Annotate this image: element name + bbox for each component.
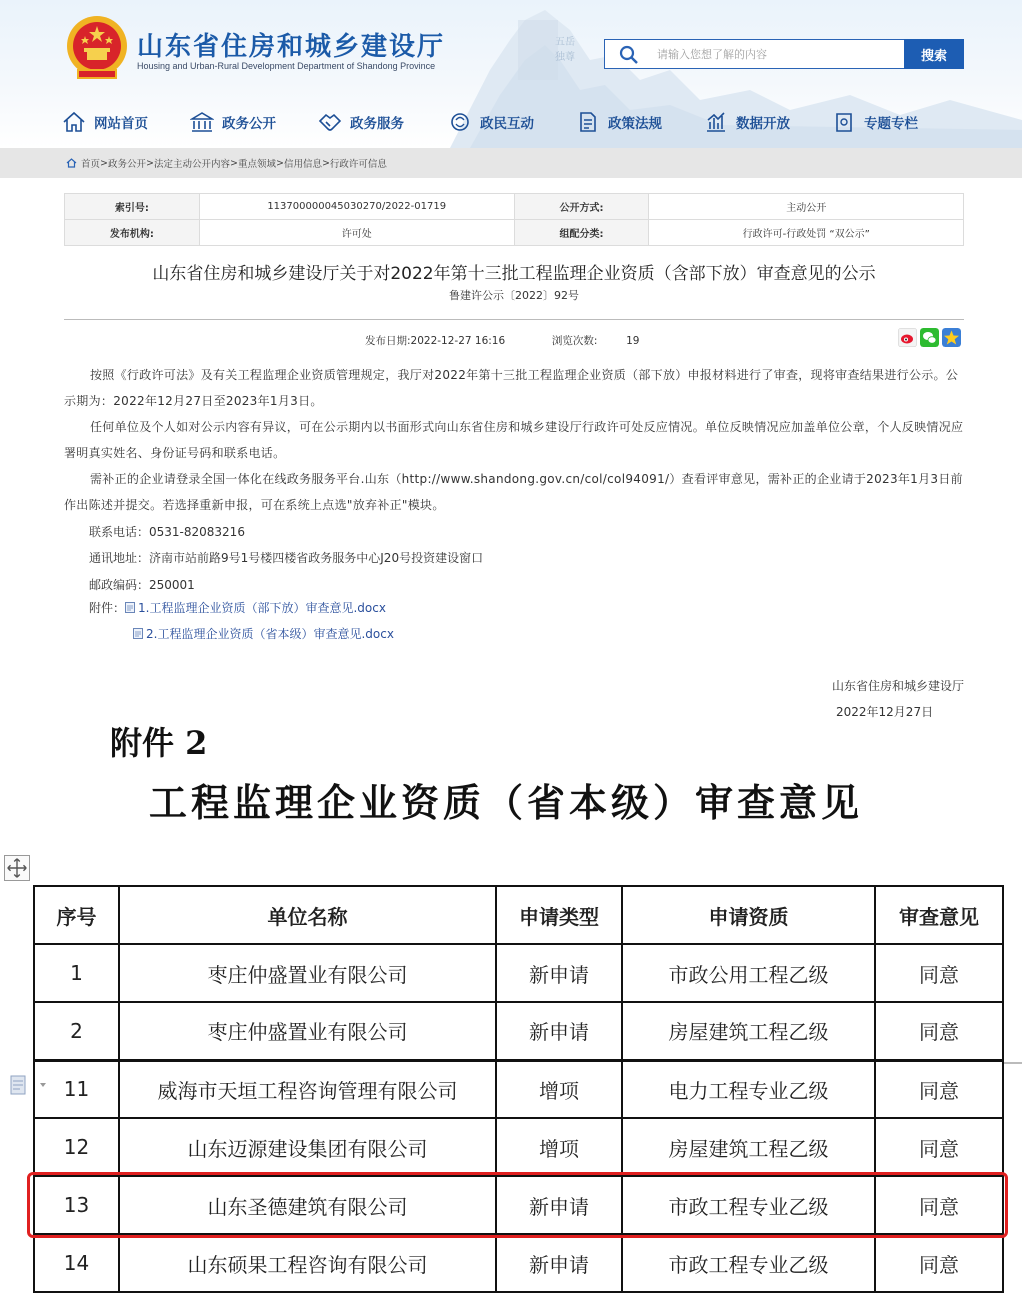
table-row <box>34 1234 1003 1292</box>
column-header: 申请资质 <box>622 886 875 944</box>
nav-item-gov-open[interactable]: 政务公开 <box>190 108 318 136</box>
divider <box>64 319 964 320</box>
attachment-link[interactable]: 2.工程监理企业资质（省本级）审查意见.docx <box>146 627 394 641</box>
cell-type: 新申请 <box>496 1002 622 1060</box>
cell-type: 增项 <box>496 1060 622 1118</box>
document-icon <box>576 111 600 133</box>
svg-text:独尊: 独尊 <box>555 52 575 63</box>
search-input[interactable] <box>657 40 902 68</box>
search-box <box>604 39 964 69</box>
body-paragraph: 需补正的企业请登录全国一体化在线政务服务平台.山东（http://www.shandong.gov.cn/col/col94091/）查看评审意见，需补正的企业请于2023年1月3日前作出陈述并提交。若选择重新申报，可在系统上点选"放弃补正"模块。 <box>64 472 963 512</box>
publish-date-label: 发布日期: <box>365 335 411 347</box>
table-row <box>34 1060 1003 1118</box>
chart-icon <box>704 111 728 133</box>
attachments-label: 附件： <box>89 601 126 615</box>
cell-type: 新申请 <box>496 1234 622 1292</box>
table-row-highlighted <box>34 1176 1003 1234</box>
meta-value: 主动公开 <box>649 194 964 220</box>
cell-qualification: 市政工程专业乙级 <box>622 1234 875 1292</box>
breadcrumb-link[interactable]: 政务公开 <box>107 159 146 170</box>
interaction-icon <box>448 111 472 133</box>
cell-company: 枣庄仲盛置业有限公司 <box>119 1002 496 1060</box>
table-row <box>34 1118 1003 1176</box>
document-number: 鲁建许公示〔2022〕92号 <box>449 289 579 302</box>
national-emblem-icon <box>64 14 130 84</box>
contact-postcode: 邮政编码：250001 <box>89 578 195 592</box>
breadcrumb-link[interactable]: 信用信息 <box>283 159 322 170</box>
meta-value: 113700000045030270/2022-01719 <box>199 194 514 220</box>
svg-text:五岳: 五岳 <box>555 37 575 48</box>
column-header: 申请类型 <box>496 886 622 944</box>
meta-value: 许可处 <box>199 220 514 246</box>
search-icon <box>619 45 639 65</box>
cell-index: 11 <box>34 1060 119 1118</box>
divider <box>1004 1062 1022 1064</box>
cell-opinion: 同意 <box>875 1176 1003 1234</box>
breadcrumb-link[interactable]: 法定主动公开内容 <box>153 159 230 170</box>
cell-opinion: 同意 <box>875 1002 1003 1060</box>
handshake-icon <box>318 111 342 133</box>
cell-index: 13 <box>34 1176 119 1234</box>
cell-index: 12 <box>34 1118 119 1176</box>
cell-opinion: 同意 <box>875 1234 1003 1292</box>
cell-type: 新申请 <box>496 944 622 1002</box>
views-count: 19 <box>626 335 640 347</box>
nav-item-interaction[interactable]: 政民互动 <box>448 108 576 136</box>
cell-type: 新申请 <box>496 1176 622 1234</box>
doc-file-icon <box>125 602 135 613</box>
search-button[interactable]: 搜索 <box>904 39 964 69</box>
attachments-row <box>89 599 386 616</box>
qzone-star-icon[interactable] <box>942 328 961 347</box>
doc-file-icon <box>133 628 143 639</box>
site-header <box>0 0 1022 148</box>
cell-qualification: 房屋建筑工程乙级 <box>622 1002 875 1060</box>
nav-item-home[interactable]: 网站首页 <box>62 108 190 136</box>
breadcrumb-link[interactable]: 重点领域 <box>237 159 276 170</box>
breadcrumb-link[interactable]: 行政许可信息 <box>329 159 387 170</box>
meta-key: 组配分类: <box>514 220 649 246</box>
meta-value: 行政许可-行政处罚 “双公示” <box>649 220 964 246</box>
body-paragraph: 任何单位及个人如对公示内容有异议，可在公示期内以书面形式向山东省住房和城乡建设厅行政许可处反应情况。单位反映情况应加盖单位公章，个人反映情况应署明真实姓名、身份证号码和联系电话。 <box>64 420 964 460</box>
cell-opinion: 同意 <box>875 944 1003 1002</box>
cell-company: 山东迈源建设集团有限公司 <box>119 1118 496 1176</box>
main-nav <box>62 108 952 136</box>
home-icon <box>62 111 86 133</box>
signature-org: 山东省住房和城乡建设厅 <box>831 679 964 693</box>
nav-item-topics[interactable]: 专题专栏 <box>832 108 952 136</box>
attachments-row <box>133 625 394 642</box>
contact-phone: 联系电话：0531-82083216 <box>89 525 245 539</box>
cell-index: 1 <box>34 944 119 1002</box>
topic-icon <box>832 111 856 133</box>
publish-info <box>365 333 639 348</box>
body-paragraph: 按照《行政许可法》及有关工程监理企业资质管理规定，我厅对2022年第十三批工程监理企业资质（部下放）申报材料进行了审查，现将审查结果进行公示。公示期为：2022年12月27日至2023年1月3日。 <box>64 368 959 408</box>
signature-date: 2022年12月27日 <box>836 705 934 719</box>
views-label: 浏览次数: <box>551 335 598 347</box>
meta-key: 索引号: <box>65 194 200 220</box>
site-subtitle: Housing and Urban-Rural Development Department of Shandong Province <box>137 61 436 71</box>
breadcrumb-bar <box>0 148 1022 178</box>
breadcrumb: 首页 > 政务公开 > 法定主动公开内容 > 重点领域 > 信用信息 > 行政许可信息 <box>66 156 387 170</box>
cell-index: 14 <box>34 1234 119 1292</box>
wechat-icon[interactable] <box>920 328 939 347</box>
meta-key: 发布机构: <box>65 220 200 246</box>
cell-qualification: 房屋建筑工程乙级 <box>622 1118 875 1176</box>
publish-date: 2022-12-27 16:16 <box>410 335 506 347</box>
cell-opinion: 同意 <box>875 1118 1003 1176</box>
column-header: 序号 <box>34 886 119 944</box>
column-header: 审查意见 <box>875 886 1003 944</box>
document-meta-table <box>64 193 964 246</box>
cell-company: 山东圣德建筑有限公司 <box>119 1176 496 1234</box>
move-handle-icon[interactable] <box>4 855 30 881</box>
share-buttons <box>898 328 964 347</box>
attachment-title: 工程监理企业资质（省本级）审查意见 <box>148 780 863 825</box>
table-row <box>34 944 1003 1002</box>
review-table <box>33 885 1004 1293</box>
nav-item-data-open[interactable]: 数据开放 <box>704 108 832 136</box>
attachment-label: 附件 2 <box>110 724 208 762</box>
document-title: 山东省住房和城乡建设厅关于对2022年第十三批工程监理企业资质（含部下放）审查意见的公示 <box>152 264 876 284</box>
home-icon <box>66 158 77 168</box>
cell-company: 枣庄仲盛置业有限公司 <box>119 944 496 1002</box>
cell-company: 山东硕果工程咨询有限公司 <box>119 1234 496 1292</box>
weibo-icon[interactable] <box>898 328 917 347</box>
cell-opinion: 同意 <box>875 1060 1003 1118</box>
attachment-link[interactable]: 1.工程监理企业资质（部下放）审查意见.docx <box>138 601 386 615</box>
cell-type: 增项 <box>496 1118 622 1176</box>
cell-company: 威海市天垣工程咨询管理有限公司 <box>119 1060 496 1118</box>
breadcrumb-link[interactable]: 首页 <box>81 159 101 170</box>
cell-qualification: 市政工程专业乙级 <box>622 1176 875 1234</box>
column-header: 单位名称 <box>119 886 496 944</box>
table-row <box>34 1002 1003 1060</box>
cell-qualification: 市政公用工程乙级 <box>622 944 875 1002</box>
government-building-icon <box>190 111 214 133</box>
cell-qualification: 电力工程专业乙级 <box>622 1060 875 1118</box>
cell-index: 2 <box>34 1002 119 1060</box>
meta-key: 公开方式: <box>514 194 649 220</box>
contact-address: 通讯地址：济南市站前路9号1号楼四楼省政务服务中心J20号投资建设窗口 <box>89 551 484 565</box>
nav-item-gov-service[interactable]: 政务服务 <box>318 108 448 136</box>
nav-item-policy[interactable]: 政策法规 <box>576 108 704 136</box>
site-title: 山东省住房和城乡建设厅 <box>137 32 446 62</box>
table-header-row <box>34 886 1003 944</box>
